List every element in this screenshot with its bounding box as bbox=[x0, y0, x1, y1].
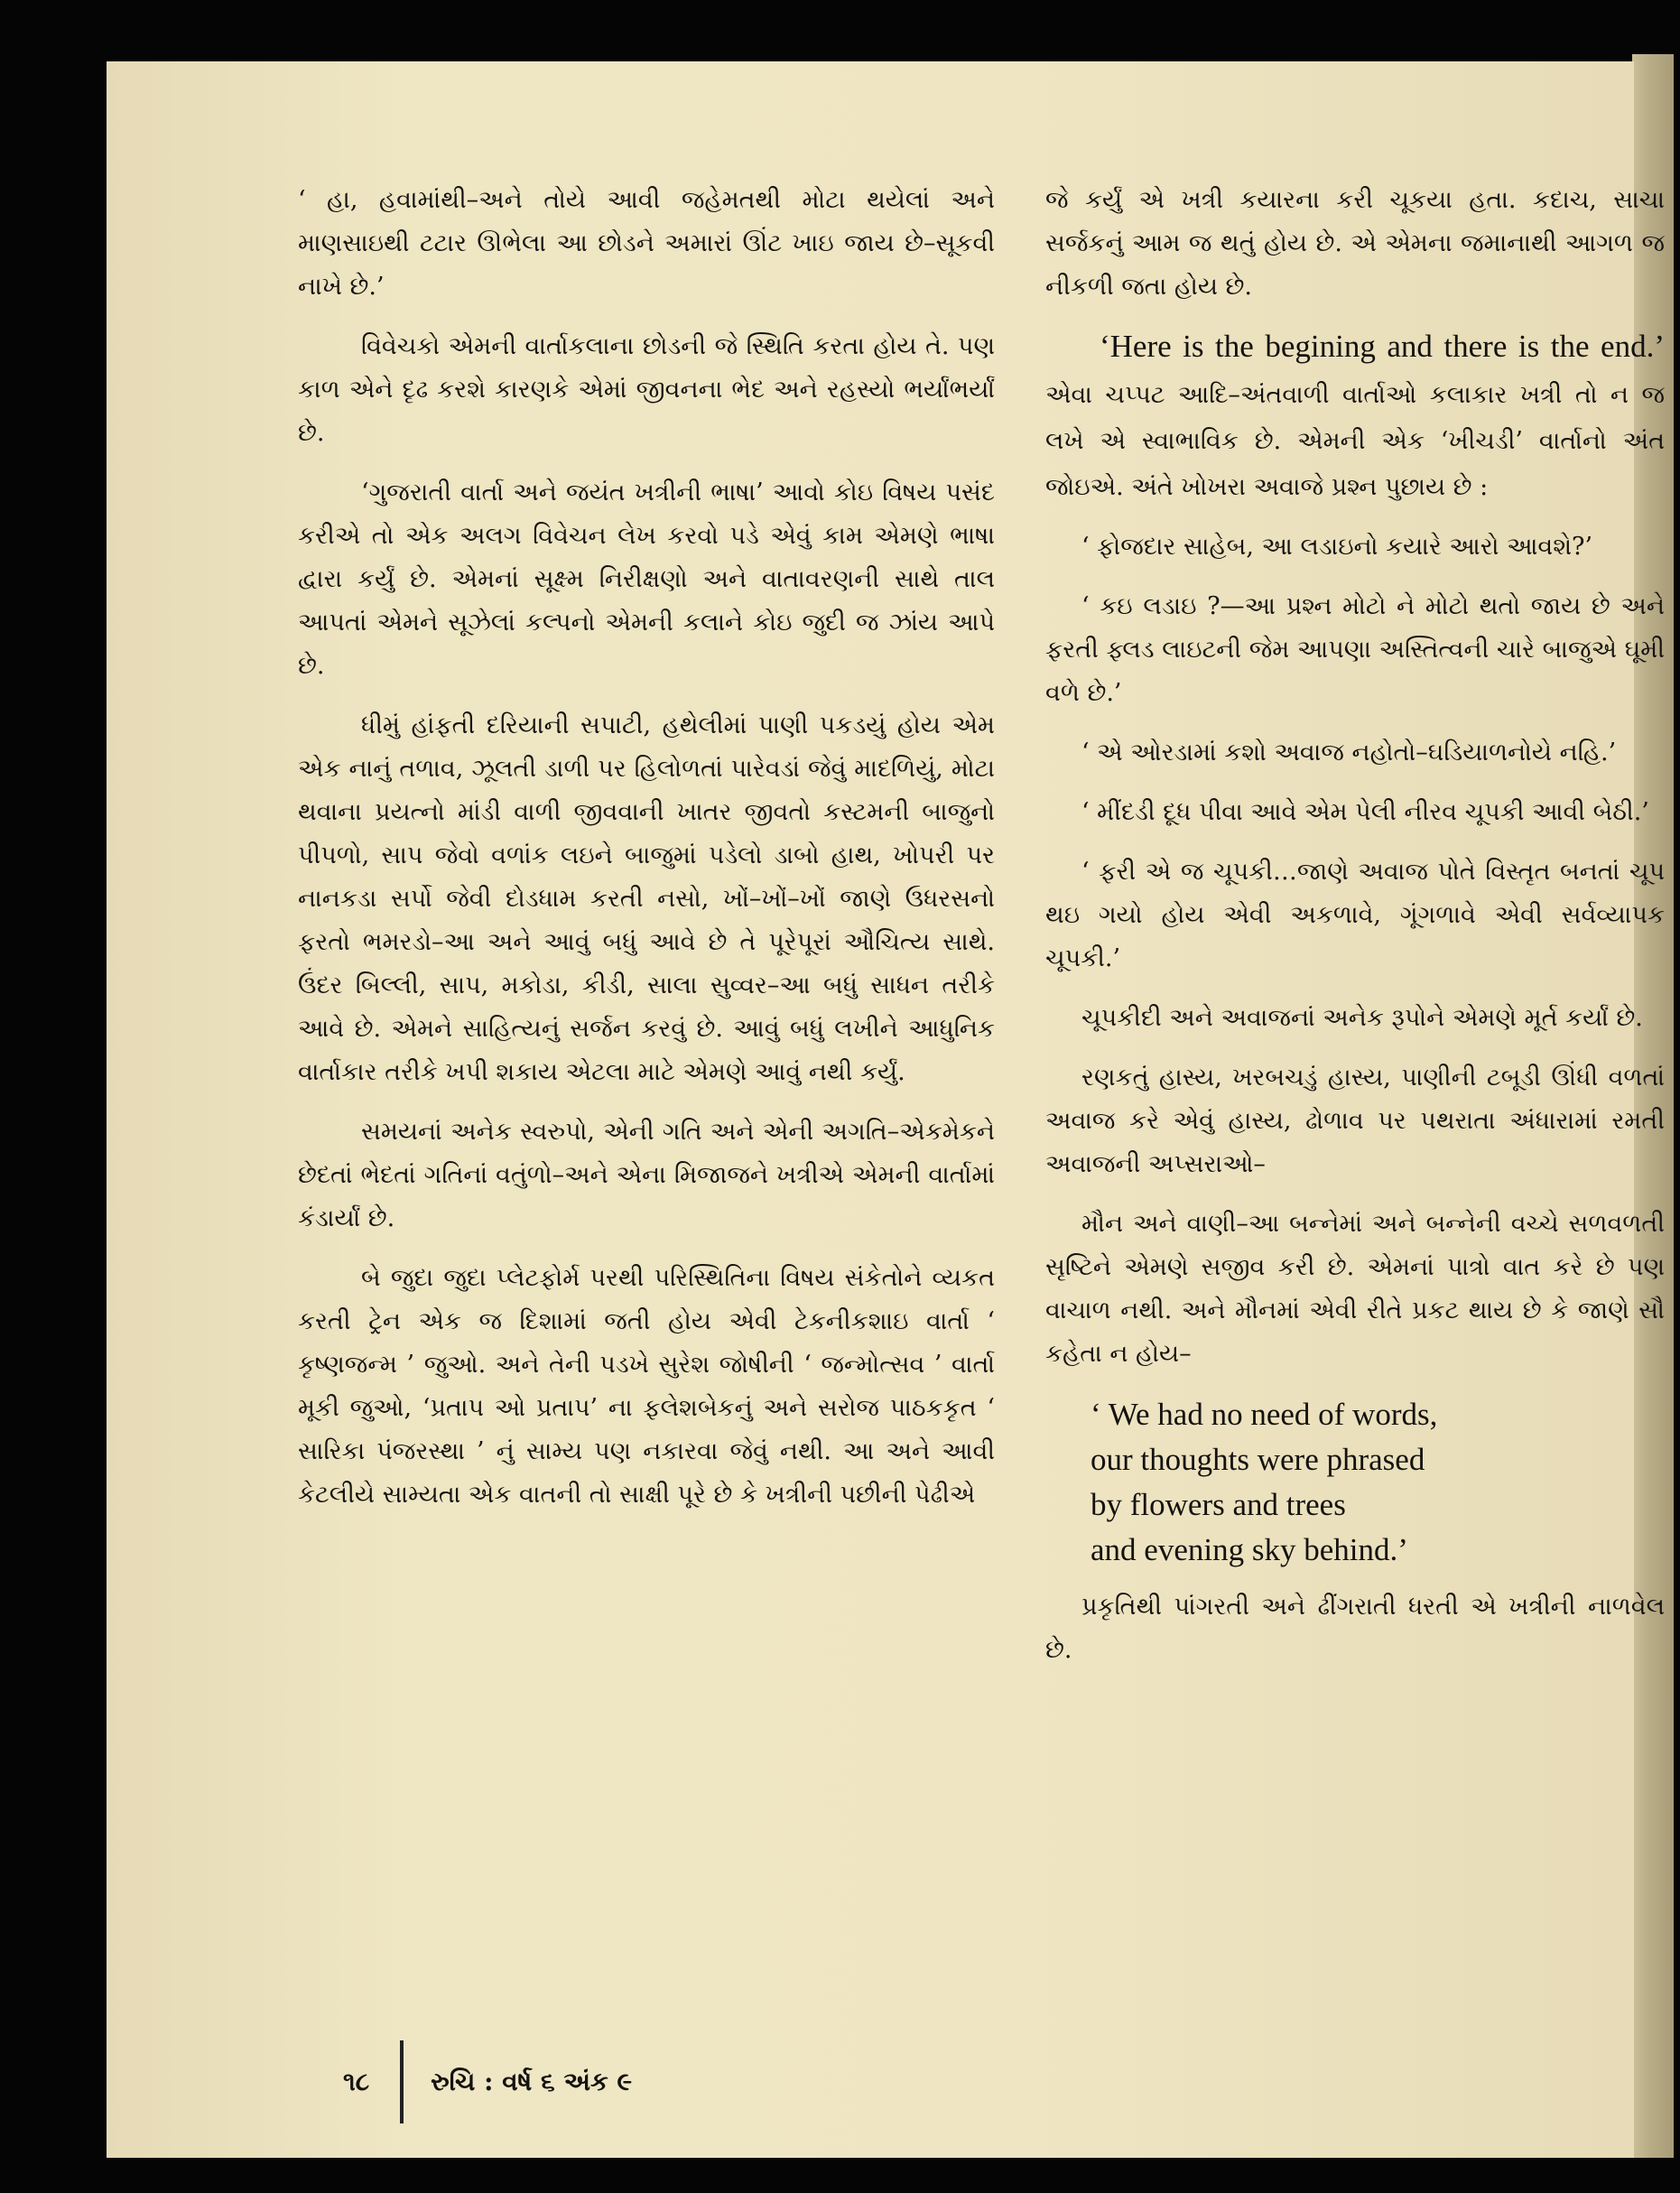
paragraph-text: એવા ચપ્પટ આદિ–અંતવાળી વાર્તાઓ કલાકાર ખત્રી તો ન જ લખે એ સ્વાભાવિક છે. એમની એક ‘ખીચડી’ વાર્તાનો અંત જોઇએ. અંતે ખોખરા અવાજે પ્રશ્ન પુછાય છે : bbox=[1045, 381, 1665, 501]
paragraph: જે કર્યું એ ખત્રી કયારના કરી ચૂકયા હતા. કદાચ, સાચા સર્જકનું આમ જ થતું હોય છે. એ એમના જમાનાથી આગળ જ નીકળી જતા હોય છે. bbox=[1045, 186, 1665, 301]
magazine-issue: રુચિ : વર્ષ ૬ અંક ૯ bbox=[431, 2067, 633, 2096]
poem-line: our thoughts were phrased bbox=[1091, 1442, 1425, 1477]
quote-paragraph: ‘ ફોજદાર સાહેબ, આ લડાઇનો કયારે આરો આવશે?’ bbox=[1081, 533, 1593, 561]
paragraph: ધીમું હાંફતી દરિયાની સપાટી, હથેલીમાં પાણી પકડયું હોય એમ એક નાનું તળાવ, ઝૂલતી ડાળી પર હિલોળતાં પારેવડાં જેવું માદળિયું, મોટા થવાના પ્રયત્નો માંડી વાળી જીવવાની ખાતર જીવતો કસ્ટમની બાજુનો પીપળો, સાપ જેવો વળાંક લઇને બાજુમાં પડેલો ડાબો હાથ, ખોપરી પર નાનકડા સર્પો જેવી દોડધામ કરતી નસો, ખોં–ખોં–ખોં જાણે ઉધરસનો ફરતો ભમરડો–આ અને આવું બધું આવે છે તે પૂરેપૂરાં ઔચિત્ય સાથે. ઉંદર બિલ્લી, સાપ, મકોડા, કીડી, સાલા સુવ્વર–આ બધું સાધન તરીકે આવે છે. એમને સાહિત્યનું સર્જન કરવું છે. આવું બધું લખીને આધુનિક વાર્તાકાર તરીકે ખપી શકાય એટલા માટે એમણે આવું નથી કર્યું. bbox=[298, 711, 995, 1086]
paragraph: મૌન અને વાણી–આ બન્નેમાં અને બન્નેની વચ્ચે સળવળતી સૃષ્ટિને એમણે સજીવ કરી છે. એમનાં પાત્રો વાત કરે છે પણ વાચાળ નથી. અને મૌનમાં એવી રીતે પ્રકટ થાય છે કે જાણે સૌ કહેતા ન હોય– bbox=[1045, 1210, 1665, 1368]
quote-paragraph: ‘ ફરી એ જ ચૂપકી…જાણે અવાજ પોતે વિસ્તૃત બનતાં ચૂપ થઇ ગયો હોય એવી અકળાવે, ગૂંગળાવે એવી સર્વવ્યાપક ચૂપકી.’ bbox=[1045, 858, 1665, 972]
paragraph bbox=[1045, 325, 1665, 509]
quote-paragraph: ‘ કઇ લડાઇ ?—આ પ્રશ્ન મોટો ને મોટો થતો જાય છે અને ફરતી ફ્લડ લાઇટની જેમ આપણા અસ્તિત્વની ચારે બાજુએ ઘૂમી વળે છે.’ bbox=[1045, 592, 1665, 707]
footer-divider bbox=[400, 2040, 404, 2123]
paragraph: ‘ગુજરાતી વાર્તા અને જયંત ખત્રીની ભાષા’ આવો કોઇ વિષય પસંદ કરીએ તો એક અલગ વિવેચન લેખ કરવો પડે એવું કામ એમણે ભાષા દ્વારા કર્યું છે. એમનાં સૂક્ષ્મ નિરીક્ષણો અને વાતાવરણની સાથે તાલ આપતાં એમને સૂઝેલાં કલ્પનો એમની કલાને કોઇ જુદી જ ઝાંય આપે છે. bbox=[298, 479, 995, 680]
paragraph: ચૂપકીદી અને અવાજનાં અનેક રૂપોને એમણે મૂર્ત કર્યાં છે. bbox=[1081, 1004, 1643, 1032]
paragraph: બે જુદા જુદા પ્લેટફોર્મ પરથી પરિસ્થિતિના વિષય સંકેતોને વ્યકત કરતી ટ્રેન એક જ દિશામાં જતી હોય એવી ટેકનીકશાઇ વાર્તા ‘ કૃષ્ણજન્મ ’ જુઓ. અને તેની પડખે સુરેશ જોષીની ‘ જન્મોત્સવ ’ વાર્તા મૂકી જુઓ, ‘પ્રતાપ ઓ પ્રતાપ’ ના ફલેશબેકનું અને સરોજ પાઠકકૃત ‘ સારિકા પંજરસ્થા ’ નું સામ્ય પણ નકારવા જેવું નથી. આ અને આવી કેટલીયે સામ્યતા એક વાતની તો સાક્ષી પૂરે છે કે ખત્રીની પછીની પેઢીએ bbox=[298, 1264, 995, 1509]
quote-paragraph: ‘ એ ઓરડામાં કશો અવાજ નહોતો–ઘડિયાળનોયે નહિ.’ bbox=[1081, 739, 1617, 767]
paragraph: વિવેચકો એમની વાર્તાકલાના છોડની જે સ્થિતિ કરતા હોય તે. પણ કાળ એને દૃઢ કરશે કારણકે એમાં જીવનના ભેદ અને રહસ્યો ભર્યાંભર્યાં છે. bbox=[298, 332, 995, 447]
poem-line: ‘ We had no need of words, bbox=[1091, 1397, 1438, 1432]
paragraph: ‘ હા, હવામાંથી–અને તોયે આવી જહેમતથી મોટા થયેલાં અને માણસાઇથી ટટાર ઊભેલા આ છોડને અમારાં ઊંટ ખાઇ જાય છે–સૂકવી નાખે છે.’ bbox=[298, 186, 995, 301]
poem-line: by flowers and trees bbox=[1091, 1487, 1346, 1522]
magazine-page bbox=[107, 61, 1665, 2158]
page-number: ૧૮ bbox=[343, 2067, 370, 2096]
page-footer bbox=[343, 2055, 632, 2109]
paragraph: રણકતું હાસ્ય, ખરબચડું હાસ્ય, પાણીની ટબૂડી ઊંધી વળતાં અવાજ કરે એવું હાસ્ય, ઢોળાવ પર પથરાતા અંધારામાં રમતી અવાજની અપ્સરાઓ– bbox=[1045, 1064, 1665, 1178]
left-column bbox=[298, 179, 995, 1533]
quote-paragraph: ‘ મીંદડી દૂધ પીવા આવે એમ પેલી નીરવ ચૂપકી આવી બેઠી.’ bbox=[1081, 798, 1649, 826]
right-column bbox=[1045, 179, 1665, 1688]
english-poem bbox=[1091, 1392, 1665, 1573]
english-quote: ‘Here is the begining and there is the end.’ bbox=[1100, 329, 1665, 364]
paragraph: પ્રકૃતિથી પાંગરતી અને ઢીંગરાતી ધરતી એ ખત્રીની નાળવેલ છે. bbox=[1045, 1593, 1665, 1664]
paragraph: સમયનાં અનેક સ્વરુપો, એની ગતિ અને એની અગતિ–એકમેકને છેદતાં ભેદતાં ગતિનાં વતુંળો–અને એના મિજાજને ખત્રીએ એમની વાર્તામાં કંડાર્યાં છે. bbox=[298, 1118, 995, 1232]
poem-line: and evening sky behind.’ bbox=[1091, 1532, 1408, 1567]
